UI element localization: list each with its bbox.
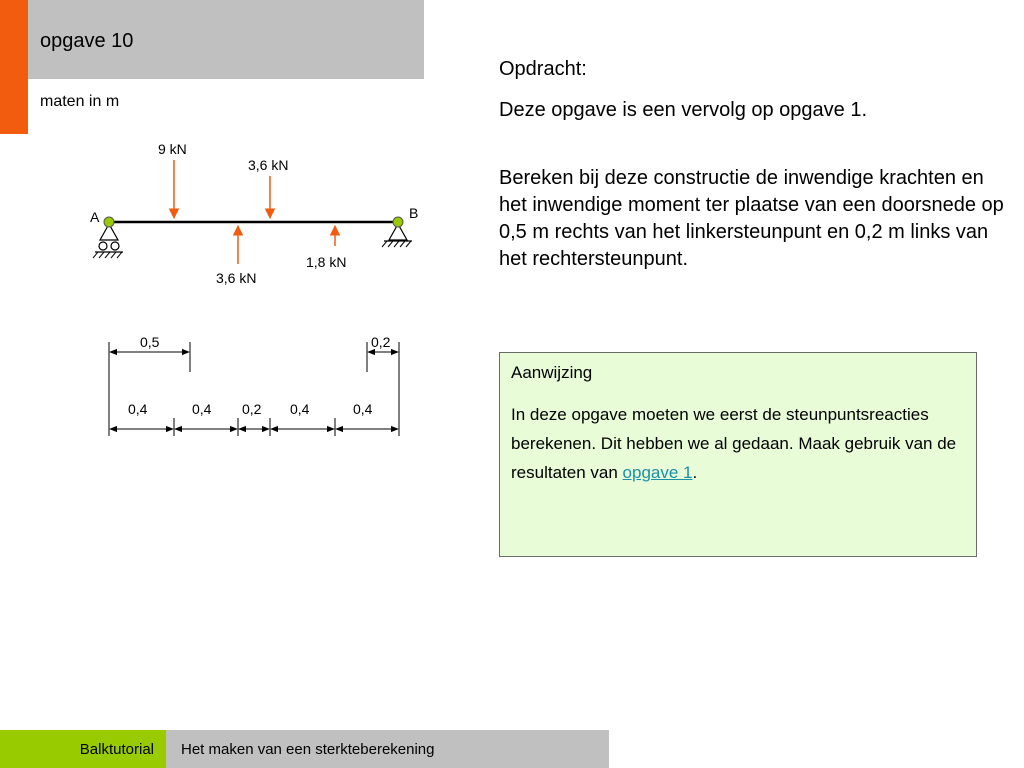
- dimension-segment-2: 0,4: [192, 401, 212, 417]
- units-note: maten in m: [40, 93, 120, 110]
- load-label-3-6kn-up: 3,6 kN: [216, 270, 257, 286]
- assignment-heading: Opdracht:: [499, 58, 587, 80]
- load-label-3-6kn-down: 3,6 kN: [248, 157, 289, 173]
- hint-period: .: [692, 463, 698, 482]
- load-label-9kn: 9 kN: [158, 141, 187, 157]
- hint-title: Aanwijzing: [511, 363, 593, 382]
- hint-text: In deze opgave moeten we eerst de steunpuntsreacties berekenen. Dit hebben we al gedaan. Maak gebruik van de resultaten van: [511, 405, 957, 482]
- support-b-label: B: [409, 205, 419, 221]
- footer-tutorial: [0, 730, 166, 768]
- page-title: opgave 10: [40, 30, 134, 52]
- dimension-top-left: 0,5: [140, 334, 160, 350]
- hint-box: [499, 352, 977, 557]
- assignment-intro: Deze opgave is een vervolg op opgave 1.: [499, 99, 868, 121]
- dimension-lines: [109, 342, 399, 436]
- footer-topic: [166, 730, 609, 768]
- load-label-1-8kn-up: 1,8 kN: [306, 254, 347, 270]
- dimension-segment-5: 0,4: [353, 401, 373, 417]
- hint-body: [511, 400, 961, 487]
- support-a-label: A: [90, 209, 100, 225]
- dimension-segment-1: 0,4: [128, 401, 148, 417]
- assignment-body: Bereken bij deze constructie de inwendige krachten en het inwendige moment ter plaatse van een doorsnede op 0,5 m rechts van het linkersteunpunt en 0,2 m links van het rechtersteunpunt.: [499, 167, 1004, 270]
- footer-topic-label: Het maken van een sterkteberekening: [181, 741, 435, 758]
- footer-tutorial-label: Balktutorial: [79, 741, 154, 758]
- opgave-1-link[interactable]: opgave 1: [622, 463, 693, 482]
- assignment-text: [499, 56, 1014, 273]
- dimension-segment-3: 0,2: [242, 401, 262, 417]
- beam-diagram: [0, 0, 430, 440]
- dimension-top-right: 0,2: [371, 334, 391, 350]
- dimension-segment-4: 0,4: [290, 401, 310, 417]
